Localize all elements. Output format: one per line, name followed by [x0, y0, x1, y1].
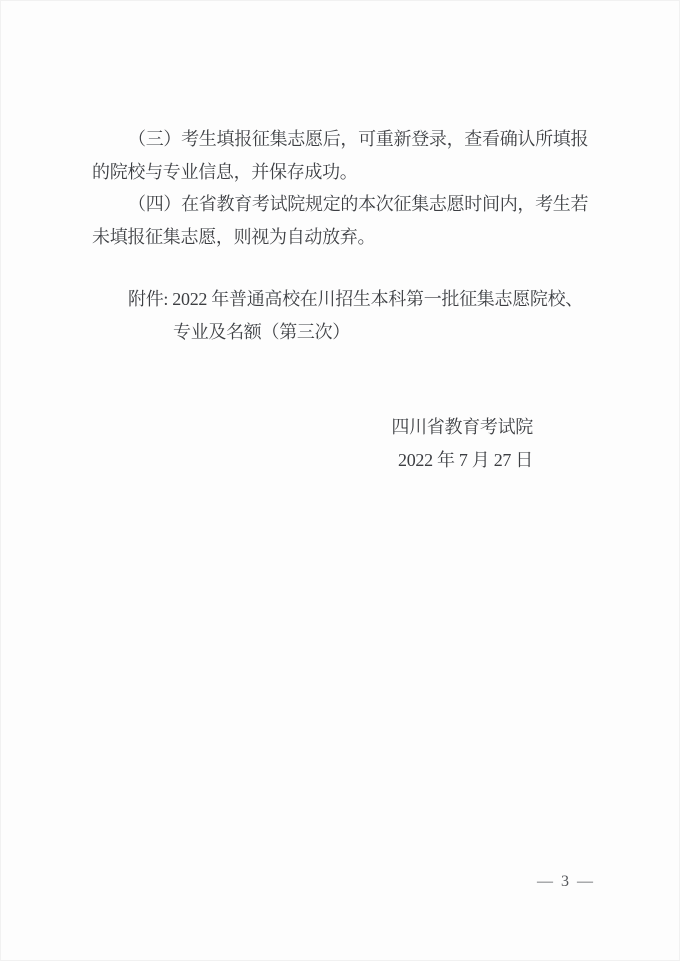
page-number: — 3 — — [537, 873, 595, 890]
paragraph-item-3 — [92, 123, 594, 188]
signature-org: 四川省教育考试院 — [391, 417, 533, 437]
attachment-line: 专业及名额（第三次） — [173, 321, 350, 342]
document-body — [92, 123, 594, 476]
paragraph-line: 的院校与专业信息，并保存成功。 — [92, 161, 358, 182]
paragraph-item-4 — [92, 188, 594, 253]
paragraph-line: 未填报征集志愿，则视为自动放弃。 — [92, 226, 376, 247]
signature-block — [92, 411, 594, 476]
paragraph-line: （三）考生填报征集志愿后，可重新登录，查看确认所填报 — [128, 129, 589, 149]
attachment-note — [92, 283, 594, 348]
attachment-line: 附件: 2022 年普通高校在川招生本科第一批征集志愿院校、 — [128, 289, 583, 309]
paragraph-line: （四）在省教育考试院规定的本次征集志愿时间内，考生若 — [128, 194, 589, 214]
signature-date: 2022 年 7 月 27 日 — [398, 449, 533, 470]
